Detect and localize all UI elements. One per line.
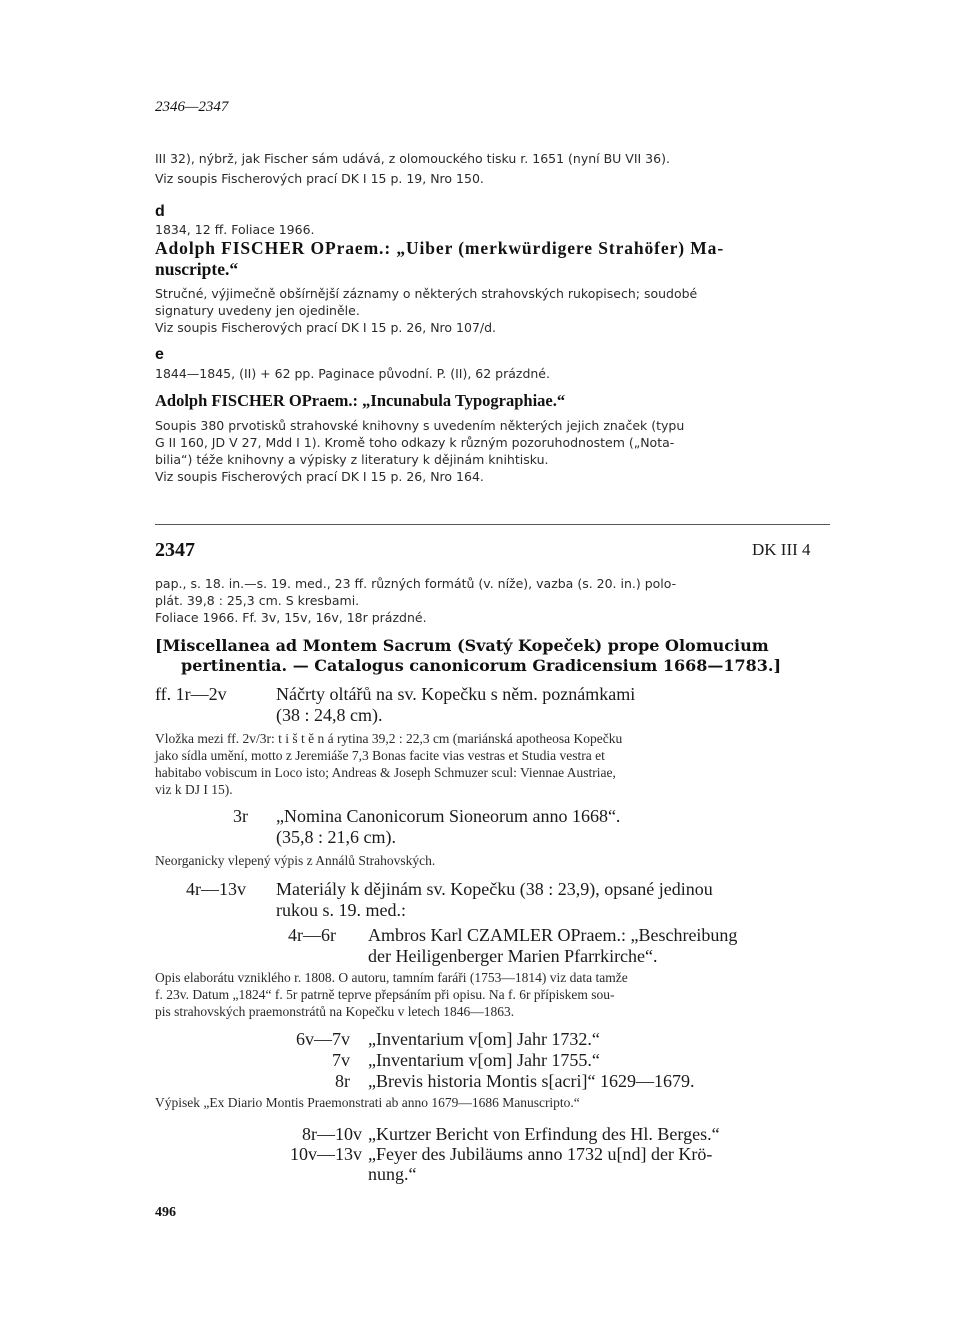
item-text: „Kurtzer Bericht von Erfindung des Hl. Berges.“ <box>368 1124 720 1144</box>
item-text: (35,8 : 21,6 cm). <box>276 827 396 847</box>
item-note: Výpisek „Ex Diario Montis Praemonstrati ab anno 1679—1686 Manuscripto.“ <box>155 1095 580 1110</box>
item-note: Opis elaborátu vzniklého r. 1808. O autoru, tamním faráři (1753—1814) viz data tamže <box>155 970 628 985</box>
section-title: Adolph FISCHER OPraem.: „Incunabula Typographiae.“ <box>155 391 566 410</box>
item-note: jako sídla umění, motto z Jeremiáše 7,3 Bonas facite vias vestras et Studia vestra et <box>155 748 605 763</box>
item-text: Ambros Karl CZAMLER OPraem.: „Beschreibung <box>368 925 738 945</box>
section-reference: Viz soupis Fischerových prací DK I 15 p. 26, Nro 164. <box>155 469 484 484</box>
section-description: Stručné, výjimečně obšírnější záznamy o některých strahovských rukopisech; soudobé <box>155 286 698 301</box>
item-text: „Nomina Canonicorum Sioneorum anno 1668“. <box>276 806 621 826</box>
folio-range: 8r—10v <box>302 1124 362 1144</box>
section-description: Soupis 380 prvotisků strahovské knihovny s uvedením některých jejich značek (typu <box>155 418 685 433</box>
entry-separator-rule <box>155 524 830 525</box>
section-reference: Viz soupis Fischerových prací DK I 15 p. 26, Nro 107/d. <box>155 320 497 335</box>
section-title: nuscripte.“ <box>155 259 239 279</box>
item-note: f. 23v. Datum „1824“ f. 5r patrně teprve přepsáním při opisu. Na f. 6r přípiskem sou- <box>155 987 615 1002</box>
item-text: Náčrty oltářů na sv. Kopečku s něm. poznámkami <box>276 684 636 704</box>
item-text: „Feyer des Jubiläums anno 1732 u[nd] der Krö- <box>368 1144 713 1164</box>
section-mark-e: e <box>155 346 164 363</box>
item-text: (38 : 24,8 cm). <box>276 705 383 725</box>
entry-title: pertinentia. — Catalogus canonicorum Gradicensium 1668—1783.] <box>181 656 782 675</box>
folio-range: 7v <box>332 1050 350 1070</box>
section-mark-d: d <box>155 203 165 220</box>
folio-range: 3r <box>233 806 248 826</box>
physical-description: pap., s. 18. in.—s. 19. med., 23 ff. různých formátů (v. níže), vazba (s. 20. in.) polo- <box>155 576 677 591</box>
item-text: „Inventarium v[om] Jahr 1755.“ <box>368 1050 600 1070</box>
item-note: habitabo vobiscum in Loco isto; Andreas & Joseph Schmuzer scul: Viennae Austriae, <box>155 765 616 780</box>
physical-description: plát. 39,8 : 25,3 cm. S kresbami. <box>155 593 360 608</box>
folio-range: 10v—13v <box>290 1144 362 1164</box>
folio-range: 8r <box>335 1071 350 1091</box>
folio-range: ff. 1r—2v <box>155 684 227 704</box>
item-text: rukou s. 19. med.: <box>276 900 406 920</box>
item-text: Materiály k dějinám sv. Kopečku (38 : 23,9), opsané jedinou <box>276 879 713 899</box>
folio-range: 4r—13v <box>186 879 246 899</box>
physical-description: Foliace 1966. Ff. 3v, 15v, 16v, 18r prázdné. <box>155 610 427 625</box>
shelfmark: DK III 4 <box>752 540 811 559</box>
folio-range: 6v—7v <box>296 1029 350 1049</box>
section-description: G II 160, JD V 27, Mdd I 1). Kromě toho odkazy k různým pozoruhodnostem („Nota- <box>155 435 675 450</box>
item-note: pis strahovských praemonstrátů na Kopečku v letech 1846—1863. <box>155 1004 515 1019</box>
running-head: 2346—2347 <box>155 99 229 115</box>
entry-title: [Miscellanea ad Montem Sacrum (Svatý Kopeček) prope Olomucium <box>155 636 769 655</box>
prev-entry-line: Viz soupis Fischerových prací DK I 15 p. 19, Nro 150. <box>155 171 484 186</box>
item-note: viz k DJ I 15). <box>155 782 233 797</box>
section-description: signatury uvedeny jen ojediněle. <box>155 303 360 318</box>
item-note: Neorganicky vlepený výpis z Annálů Strahovských. <box>155 853 436 868</box>
item-text: der Heiligenberger Marien Pfarrkirche“. <box>368 946 658 966</box>
prev-entry-line: III 32), nýbrž, jak Fischer sám udává, z olomouckého tisku r. 1651 (nyní BU VII 36). <box>155 151 670 166</box>
item-text: nung.“ <box>368 1164 417 1184</box>
item-text: „Brevis historia Montis s[acri]“ 1629—1679. <box>368 1071 695 1091</box>
entry-number: 2347 <box>155 539 195 561</box>
section-extent: 1844—1845, (II) + 62 pp. Paginace původní. P. (II), 62 prázdné. <box>155 366 550 381</box>
folio-range: 4r—6r <box>288 925 336 945</box>
section-title: Adolph FISCHER OPraem.: „Uiber (merkwürdigere Strahöfer) Ma- <box>155 238 725 258</box>
item-note: Vložka mezi ff. 2v/3r: t i š t ě n á rytina 39,2 : 22,3 cm (mariánská apotheosa Kopečku <box>155 731 623 746</box>
page-number: 496 <box>155 1205 176 1220</box>
section-description: bilia“) téže knihovny a výpisky z literatury k dějinám knihtisku. <box>155 452 549 467</box>
item-text: „Inventarium v[om] Jahr 1732.“ <box>368 1029 600 1049</box>
section-extent: 1834, 12 ff. Foliace 1966. <box>155 222 315 237</box>
